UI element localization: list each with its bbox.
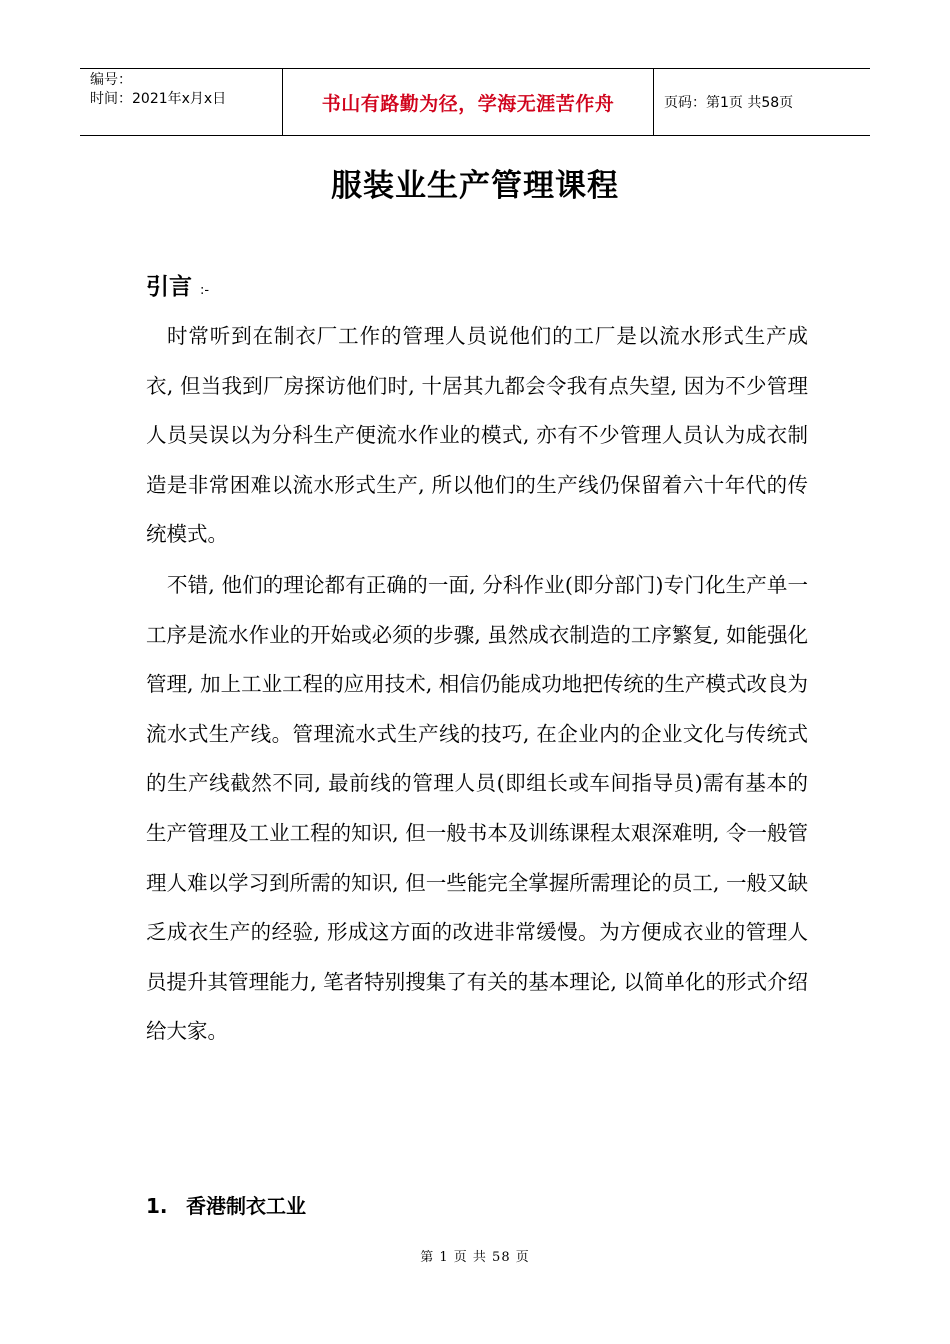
intro-heading-suffix: :-: [200, 283, 210, 298]
page-title: 服装业生产管理课程: [331, 168, 619, 204]
document-header: [80, 68, 870, 136]
intro-body: [146, 312, 808, 1057]
section-heading: [146, 1190, 306, 1219]
header-meta: [80, 69, 282, 135]
intro-heading: [146, 268, 209, 301]
intro-paragraph-2: 不错, 他们的理论都有正确的一面, 分科作业(即分部门)专门化生产单一工序是流水作业的开始或必须的步骤, 虽然成衣制造的工序繁复, 如能强化管理, 加上工业工程的应用技术, 相信仍能成功地把传统的生产模式改良为流水式生产线。管理流水式生产线的技巧, 在企业内的企业文化与传统式的生产线截然不同, 最前线的管理人员(即组长或车间指导员)需有基本的生产管理及工业工程的知识, 但一般书本及训练课程太艰深难明, 令一般管理人难以学习到所需的知识, 但一些能完全掌握所需理论的员工, 一般又缺乏成衣生产的经验, 形成这方面的改进非常缓慢。为方便成衣业的管理人员提升其管理能力, 笔者特别搜集了有关的基本理论, 以简单化的形式介绍给大家。: [146, 572, 808, 1044]
header-time-label: 时间：2021年x月x日: [90, 91, 227, 107]
header-motto: 书山有路勤为径，学海无涯苦作舟: [321, 92, 615, 115]
section-number: 1.: [146, 1194, 168, 1218]
intro-heading-text: 引言: [146, 274, 192, 300]
header-motto-cell: [282, 69, 654, 135]
section-title: 香港制衣工业: [186, 1194, 306, 1218]
header-page-info: 页码：第1页 共58页: [664, 95, 794, 111]
page-footer: 第 1 页 共 58 页: [420, 1250, 530, 1265]
intro-paragraph-1: 时常听到在制衣厂工作的管理人员说他们的工厂是以流水形式生产成衣, 但当我到厂房探访他们时, 十居其九都会令我有点失望, 因为不少管理人员吴误以为分科生产便流水作业的模式, 亦有不少管理人员认为成衣制造是非常困难以流水形式生产, 所以他们的生产线仍保留着六十年代的传统模式。: [146, 324, 808, 547]
header-number-label: 编号：: [90, 72, 132, 88]
